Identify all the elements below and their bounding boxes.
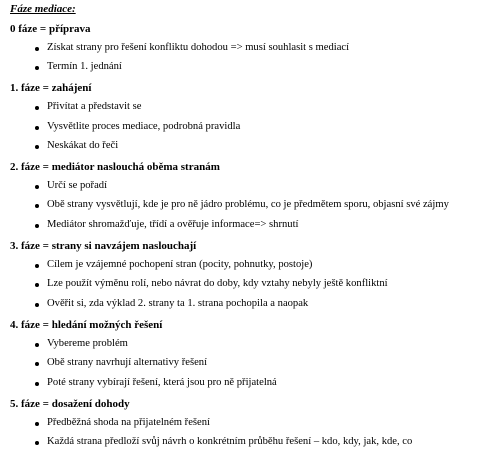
bullet-icon: [35, 47, 39, 51]
bullet-icon: [35, 283, 39, 287]
phase-3-title: 3. fáze = strany si navzájem naslouchají: [10, 240, 197, 252]
bullet-icon: [35, 343, 39, 347]
phase-0-title: 0 fáze = příprava: [10, 23, 91, 35]
phase-2-title: 2. fáze = mediátor naslouchá oběma stranám: [10, 161, 220, 173]
phase-4-item-3-text: Poté strany vybírají řešení, která jsou pro ně přijatelná: [47, 377, 277, 388]
bullet-icon: [35, 422, 39, 426]
phase-3-item-2-text: Lze použít výměnu rolí, nebo návrat do doby, kdy vztahy nebyly ještě konfliktní: [47, 278, 388, 289]
phase-5-item-1-text: Předběžná shoda na přijatelném řešení: [47, 417, 210, 428]
bullet-icon: [35, 264, 39, 268]
phase-1-title: 1. fáze = zahájení: [10, 82, 92, 94]
phase-1-item-3-text: Neskákat do řeči: [47, 140, 119, 151]
phase-1-item-2-text: Vysvětlite proces mediace, podrobná pravidla: [47, 121, 241, 132]
bullet-icon: [35, 362, 39, 366]
phase-2-item-2-text: Obě strany vysvětlují, kde je pro ně jádro problému, co je předmětem sporu, objasní své zájmy: [47, 199, 449, 210]
phase-2-item-1-text: Určí se pořadí: [47, 180, 108, 191]
phase-4-title: 4. fáze = hledání možných řešení: [10, 319, 163, 331]
bullet-icon: [35, 441, 39, 445]
phase-4-item-1-text: Vybereme problém: [47, 338, 128, 349]
bullet-icon: [35, 382, 39, 386]
bullet-icon: [35, 126, 39, 130]
phase-2-item-3-text: Mediátor shromažďuje, třídí a ověřuje informace=> shrnutí: [47, 219, 299, 230]
phase-0-item-1-text: Získat strany pro řešení konfliktu dohodou => musí souhlasit s mediací: [47, 42, 350, 53]
phase-5-item-2-text: Každá strana předloží svůj návrh o konkrétním průběhu řešení – kdo, kdy, jak, kde, co: [47, 436, 413, 447]
phase-5-title: 5. fáze = dosažení dohody: [10, 398, 130, 410]
bullet-icon: [35, 303, 39, 307]
phase-1-item-1-text: Přivítat a představit se: [47, 101, 142, 112]
phase-3-item-3-text: Ověřit si, zda výklad 2. strany ta 1. strana pochopila a naopak: [47, 298, 309, 309]
document-title: Fáze mediace:: [10, 3, 76, 15]
bullet-icon: [35, 204, 39, 208]
phase-3-item-1-text: Cílem je vzájemné pochopení stran (pocity, pohnutky, postoje): [47, 259, 313, 270]
bullet-icon: [35, 224, 39, 228]
phase-0-item-2-text: Termín 1. jednání: [47, 61, 122, 72]
bullet-icon: [35, 66, 39, 70]
bullet-icon: [35, 185, 39, 189]
phase-4-item-2-text: Obě strany navrhují alternativy řešení: [47, 357, 208, 368]
bullet-icon: [35, 106, 39, 110]
bullet-icon: [35, 145, 39, 149]
